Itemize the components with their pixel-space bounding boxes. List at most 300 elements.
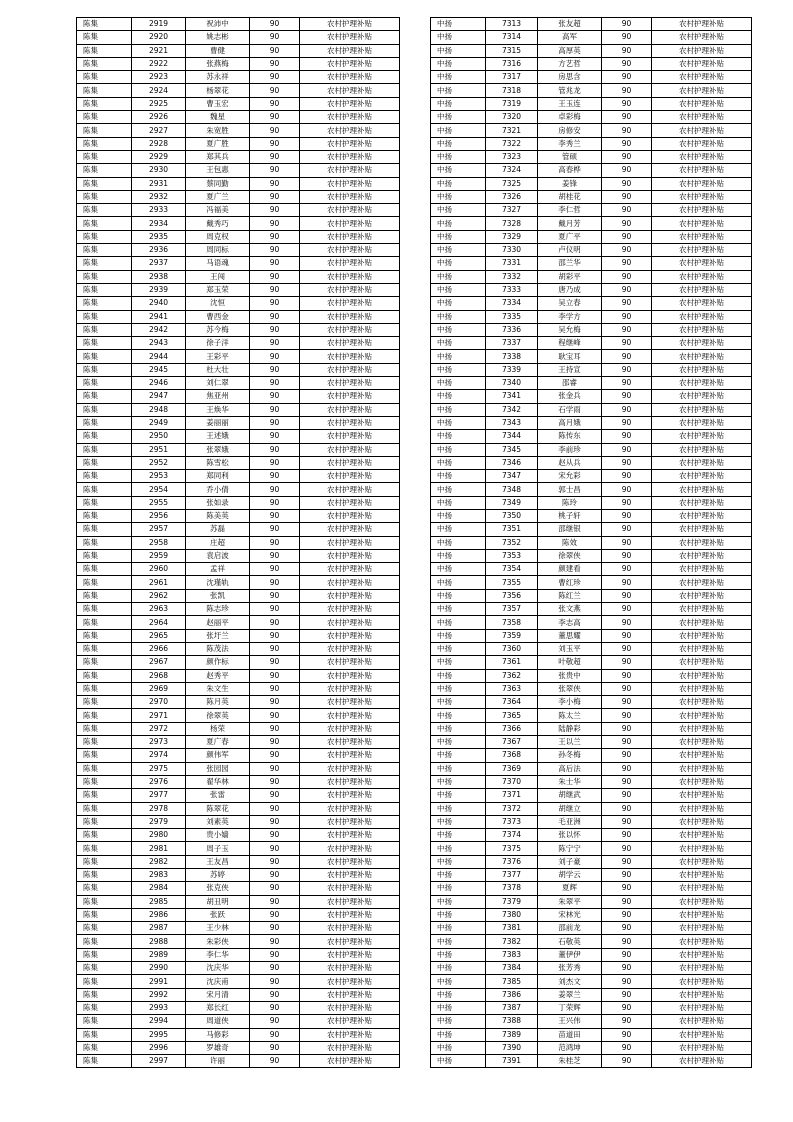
- subsidy-type-cell: 农村护理补贴: [300, 310, 400, 323]
- town-cell: 陈集: [77, 815, 132, 828]
- amount-cell: 90: [602, 97, 652, 110]
- town-cell: 陈集: [77, 616, 132, 629]
- subsidy-type-cell: 农村护理补贴: [652, 922, 752, 935]
- table-row: [77, 1028, 400, 1041]
- name-cell: 张克侠: [186, 882, 250, 895]
- table-row: [431, 84, 752, 97]
- town-cell: 中扬: [431, 443, 486, 456]
- table-row: [431, 975, 752, 988]
- subsidy-type-cell: 农村护理补贴: [300, 44, 400, 57]
- amount-cell: 90: [602, 270, 652, 283]
- name-cell: 杨翠花: [186, 84, 250, 97]
- subsidy-type-cell: 农村护理补贴: [652, 283, 752, 296]
- subsidy-type-cell: 农村护理补贴: [300, 124, 400, 137]
- number-cell: 7359: [486, 629, 538, 642]
- amount-cell: 90: [250, 403, 300, 416]
- name-cell: 陈效: [538, 536, 602, 549]
- subsidy-type-cell: 农村护理补贴: [300, 696, 400, 709]
- table-row: [77, 802, 400, 815]
- amount-cell: 90: [250, 164, 300, 177]
- town-cell: 中扬: [431, 563, 486, 576]
- table-row: [77, 669, 400, 682]
- number-cell: 2936: [132, 244, 186, 257]
- table-row: [77, 523, 400, 536]
- town-cell: 中扬: [431, 736, 486, 749]
- town-cell: 陈集: [77, 682, 132, 695]
- table-row: [431, 948, 752, 961]
- number-cell: 7352: [486, 536, 538, 549]
- subsidy-type-cell: 农村护理补贴: [652, 616, 752, 629]
- subsidy-type-cell: 农村护理补贴: [300, 669, 400, 682]
- name-cell: 陈玲: [538, 496, 602, 509]
- number-cell: 2955: [132, 496, 186, 509]
- table-row: [431, 789, 752, 802]
- town-cell: 中扬: [431, 549, 486, 562]
- town-cell: 陈集: [77, 456, 132, 469]
- number-cell: 7345: [486, 443, 538, 456]
- name-cell: 张跃: [186, 908, 250, 921]
- subsidy-type-cell: 农村护理补贴: [300, 84, 400, 97]
- town-cell: 中扬: [431, 310, 486, 323]
- amount-cell: 90: [602, 416, 652, 429]
- name-cell: 卢仪明: [538, 244, 602, 257]
- amount-cell: 90: [602, 616, 652, 629]
- town-cell: 陈集: [77, 416, 132, 429]
- table-row: [77, 230, 400, 243]
- number-cell: 7367: [486, 736, 538, 749]
- amount-cell: 90: [250, 642, 300, 655]
- subsidy-type-cell: 农村护理补贴: [652, 403, 752, 416]
- amount-cell: 90: [250, 736, 300, 749]
- amount-cell: 90: [250, 283, 300, 296]
- subsidy-type-cell: 农村护理补贴: [652, 656, 752, 669]
- name-cell: 翟华林: [186, 775, 250, 788]
- number-cell: 2978: [132, 802, 186, 815]
- amount-cell: 90: [250, 297, 300, 310]
- number-cell: 2945: [132, 363, 186, 376]
- table-row: [77, 509, 400, 522]
- number-cell: 2942: [132, 323, 186, 336]
- name-cell: 邵前龙: [538, 922, 602, 935]
- amount-cell: 90: [602, 722, 652, 735]
- subsidy-type-cell: 农村护理补贴: [652, 204, 752, 217]
- table-row: [77, 97, 400, 110]
- subsidy-type-cell: 农村护理补贴: [652, 842, 752, 855]
- number-cell: 7340: [486, 377, 538, 390]
- subsidy-type-cell: 农村护理补贴: [300, 443, 400, 456]
- table-row: [77, 736, 400, 749]
- table-row: [77, 948, 400, 961]
- subsidy-type-cell: 农村护理补贴: [652, 190, 752, 203]
- table-row: [77, 762, 400, 775]
- amount-cell: 90: [250, 975, 300, 988]
- subsidy-type-cell: 农村护理补贴: [652, 84, 752, 97]
- town-cell: 陈集: [77, 656, 132, 669]
- table-row: [431, 244, 752, 257]
- town-cell: 陈集: [77, 1041, 132, 1054]
- table-row: [77, 775, 400, 788]
- subsidy-type-cell: 农村护理补贴: [300, 31, 400, 44]
- town-cell: 陈集: [77, 789, 132, 802]
- amount-cell: 90: [602, 882, 652, 895]
- table-row: [77, 244, 400, 257]
- table-row: [77, 869, 400, 882]
- subsidy-type-cell: 农村护理补贴: [652, 1015, 752, 1028]
- town-cell: 中扬: [431, 124, 486, 137]
- number-cell: 7330: [486, 244, 538, 257]
- table-row: [431, 589, 752, 602]
- subsidy-type-cell: 农村护理补贴: [300, 922, 400, 935]
- subsidy-type-cell: 农村护理补贴: [300, 297, 400, 310]
- number-cell: 2974: [132, 749, 186, 762]
- table-row: [431, 124, 752, 137]
- number-cell: 7389: [486, 1028, 538, 1041]
- amount-cell: 90: [250, 124, 300, 137]
- town-cell: 陈集: [77, 775, 132, 788]
- town-cell: 陈集: [77, 297, 132, 310]
- name-cell: 张圩兰: [186, 629, 250, 642]
- amount-cell: 90: [250, 696, 300, 709]
- number-cell: 2996: [132, 1041, 186, 1054]
- subsidy-type-cell: 农村护理补贴: [300, 1001, 400, 1014]
- number-cell: 7385: [486, 975, 538, 988]
- subsidy-type-cell: 农村护理补贴: [300, 722, 400, 735]
- town-cell: 中扬: [431, 403, 486, 416]
- subsidy-type-cell: 农村护理补贴: [300, 150, 400, 163]
- name-cell: 丁荣辉: [538, 1001, 602, 1014]
- town-cell: 中扬: [431, 536, 486, 549]
- amount-cell: 90: [602, 922, 652, 935]
- subsidy-type-cell: 农村护理补贴: [300, 97, 400, 110]
- town-cell: 中扬: [431, 283, 486, 296]
- table-row: [77, 310, 400, 323]
- subsidy-type-cell: 农村护理补贴: [652, 962, 752, 975]
- number-cell: 7322: [486, 137, 538, 150]
- town-cell: 陈集: [77, 403, 132, 416]
- town-cell: 中扬: [431, 496, 486, 509]
- amount-cell: 90: [250, 576, 300, 589]
- amount-cell: 90: [602, 124, 652, 137]
- amount-cell: 90: [250, 57, 300, 70]
- name-cell: 魏星: [186, 111, 250, 124]
- subsidy-type-cell: 农村护理补贴: [300, 390, 400, 403]
- subsidy-type-cell: 农村护理补贴: [652, 323, 752, 336]
- subsidy-type-cell: 农村护理补贴: [300, 509, 400, 522]
- name-cell: 张园园: [186, 762, 250, 775]
- name-cell: 郑其兵: [186, 150, 250, 163]
- name-cell: 王焕华: [186, 403, 250, 416]
- subsidy-type-cell: 农村护理补贴: [652, 709, 752, 722]
- number-cell: 7379: [486, 895, 538, 908]
- number-cell: 7336: [486, 323, 538, 336]
- table-row: [431, 57, 752, 70]
- subsidy-type-cell: 农村护理补贴: [652, 443, 752, 456]
- number-cell: 2984: [132, 882, 186, 895]
- amount-cell: 90: [250, 682, 300, 695]
- town-cell: 陈集: [77, 323, 132, 336]
- name-cell: 朱士华: [538, 775, 602, 788]
- subsidy-type-cell: 农村护理补贴: [652, 855, 752, 868]
- table-row: [431, 829, 752, 842]
- town-cell: 中扬: [431, 164, 486, 177]
- subsidy-type-cell: 农村护理补贴: [300, 403, 400, 416]
- number-cell: 7368: [486, 749, 538, 762]
- subsidy-type-cell: 农村护理补贴: [652, 869, 752, 882]
- number-cell: 2957: [132, 523, 186, 536]
- name-cell: 朱文生: [186, 682, 250, 695]
- town-cell: 中扬: [431, 177, 486, 190]
- subsidy-type-cell: 农村护理补贴: [300, 908, 400, 921]
- table-row: [431, 536, 752, 549]
- number-cell: 2965: [132, 629, 186, 642]
- subsidy-type-cell: 农村护理补贴: [652, 629, 752, 642]
- name-cell: 桃子轩: [538, 509, 602, 522]
- name-cell: 徐翠英: [186, 709, 250, 722]
- subsidy-type-cell: 农村护理补贴: [652, 1055, 752, 1068]
- table-row: [77, 1041, 400, 1054]
- amount-cell: 90: [602, 31, 652, 44]
- name-cell: 李小梅: [538, 696, 602, 709]
- number-cell: 2949: [132, 416, 186, 429]
- name-cell: 朱彩侠: [186, 935, 250, 948]
- amount-cell: 90: [250, 629, 300, 642]
- amount-cell: 90: [602, 230, 652, 243]
- amount-cell: 90: [602, 775, 652, 788]
- table-row: [77, 323, 400, 336]
- subsidy-type-cell: 农村护理补贴: [300, 470, 400, 483]
- table-row: [431, 204, 752, 217]
- town-cell: 陈集: [77, 97, 132, 110]
- table-row: [77, 1055, 400, 1068]
- amount-cell: 90: [250, 922, 300, 935]
- subsidy-type-cell: 农村护理补贴: [652, 177, 752, 190]
- amount-cell: 90: [602, 1001, 652, 1014]
- number-cell: 7354: [486, 563, 538, 576]
- subsidy-type-cell: 农村护理补贴: [300, 257, 400, 270]
- number-cell: 7365: [486, 709, 538, 722]
- amount-cell: 90: [602, 443, 652, 456]
- town-cell: 陈集: [77, 257, 132, 270]
- number-cell: 2980: [132, 829, 186, 842]
- name-cell: 李前珍: [538, 443, 602, 456]
- town-cell: 中扬: [431, 204, 486, 217]
- amount-cell: 90: [250, 1055, 300, 1068]
- number-cell: 2960: [132, 563, 186, 576]
- subsidy-type-cell: 农村护理补贴: [300, 603, 400, 616]
- name-cell: 陈月英: [186, 696, 250, 709]
- table-row: [77, 975, 400, 988]
- town-cell: 中扬: [431, 882, 486, 895]
- number-cell: 2975: [132, 762, 186, 775]
- number-cell: 2970: [132, 696, 186, 709]
- subsidy-type-cell: 农村护理补贴: [652, 589, 752, 602]
- town-cell: 陈集: [77, 696, 132, 709]
- number-cell: 2939: [132, 283, 186, 296]
- town-cell: 陈集: [77, 164, 132, 177]
- number-cell: 2969: [132, 682, 186, 695]
- number-cell: 7326: [486, 190, 538, 203]
- town-cell: 中扬: [431, 988, 486, 1001]
- amount-cell: 90: [602, 44, 652, 57]
- number-cell: 2926: [132, 111, 186, 124]
- name-cell: 罗雄奇: [186, 1041, 250, 1054]
- amount-cell: 90: [250, 363, 300, 376]
- subsidy-type-cell: 农村护理补贴: [652, 483, 752, 496]
- subsidy-type-cell: 农村护理补贴: [652, 97, 752, 110]
- town-cell: 陈集: [77, 1028, 132, 1041]
- number-cell: 7364: [486, 696, 538, 709]
- table-row: [77, 217, 400, 230]
- amount-cell: 90: [250, 430, 300, 443]
- town-cell: 陈集: [77, 111, 132, 124]
- table-row: [77, 363, 400, 376]
- table-row: [77, 124, 400, 137]
- subsidy-type-cell: 农村护理补贴: [300, 523, 400, 536]
- table-row: [431, 629, 752, 642]
- number-cell: 7349: [486, 496, 538, 509]
- subsidy-type-cell: 农村护理补贴: [652, 377, 752, 390]
- town-cell: 陈集: [77, 869, 132, 882]
- table-row: [431, 1015, 752, 1028]
- subsidy-type-cell: 农村护理补贴: [300, 57, 400, 70]
- subsidy-type-cell: 农村护理补贴: [300, 456, 400, 469]
- amount-cell: 90: [602, 137, 652, 150]
- town-cell: 陈集: [77, 350, 132, 363]
- name-cell: 高月娥: [538, 416, 602, 429]
- amount-cell: 90: [602, 829, 652, 842]
- town-cell: 中扬: [431, 244, 486, 257]
- number-cell: 2992: [132, 988, 186, 1001]
- number-cell: 2948: [132, 403, 186, 416]
- amount-cell: 90: [250, 416, 300, 429]
- right-roster-body: [431, 18, 752, 1068]
- subsidy-type-cell: 农村护理补贴: [300, 829, 400, 842]
- name-cell: 夏广胜: [186, 137, 250, 150]
- subsidy-type-cell: 农村护理补贴: [652, 18, 752, 31]
- table-row: [431, 363, 752, 376]
- table-row: [77, 44, 400, 57]
- number-cell: 7371: [486, 789, 538, 802]
- amount-cell: 90: [602, 603, 652, 616]
- number-cell: 2931: [132, 177, 186, 190]
- subsidy-type-cell: 农村护理补贴: [300, 576, 400, 589]
- table-row: [431, 190, 752, 203]
- subsidy-type-cell: 农村护理补贴: [300, 1028, 400, 1041]
- number-cell: 2946: [132, 377, 186, 390]
- table-row: [77, 470, 400, 483]
- amount-cell: 90: [250, 829, 300, 842]
- number-cell: 2927: [132, 124, 186, 137]
- subsidy-type-cell: 农村护理补贴: [652, 749, 752, 762]
- town-cell: 中扬: [431, 18, 486, 31]
- subsidy-type-cell: 农村护理补贴: [300, 988, 400, 1001]
- table-row: [77, 71, 400, 84]
- town-cell: 中扬: [431, 111, 486, 124]
- table-row: [77, 137, 400, 150]
- town-cell: 中扬: [431, 337, 486, 350]
- name-cell: 高厚英: [538, 44, 602, 57]
- name-cell: 朱翠平: [538, 895, 602, 908]
- number-cell: 7361: [486, 656, 538, 669]
- amount-cell: 90: [250, 257, 300, 270]
- town-cell: 陈集: [77, 589, 132, 602]
- number-cell: 2976: [132, 775, 186, 788]
- town-cell: 中扬: [431, 576, 486, 589]
- subsidy-type-cell: 农村护理补贴: [652, 150, 752, 163]
- table-row: [431, 616, 752, 629]
- amount-cell: 90: [250, 789, 300, 802]
- table-row: [431, 736, 752, 749]
- town-cell: 陈集: [77, 470, 132, 483]
- name-cell: 石学雨: [538, 403, 602, 416]
- table-row: [77, 549, 400, 562]
- name-cell: 冯福美: [186, 204, 250, 217]
- name-cell: 王友昌: [186, 855, 250, 868]
- name-cell: 张友超: [538, 18, 602, 31]
- town-cell: 中扬: [431, 230, 486, 243]
- number-cell: 7316: [486, 57, 538, 70]
- amount-cell: 90: [250, 137, 300, 150]
- subsidy-type-cell: 农村护理补贴: [652, 44, 752, 57]
- number-cell: 2929: [132, 150, 186, 163]
- town-cell: 中扬: [431, 509, 486, 522]
- name-cell: 徐子洋: [186, 337, 250, 350]
- number-cell: 2951: [132, 443, 186, 456]
- subsidy-type-cell: 农村护理补贴: [652, 576, 752, 589]
- left-roster-body: [77, 18, 400, 1068]
- number-cell: 2979: [132, 815, 186, 828]
- town-cell: 中扬: [431, 922, 486, 935]
- number-cell: 7381: [486, 922, 538, 935]
- subsidy-type-cell: 农村护理补贴: [652, 789, 752, 802]
- number-cell: 7386: [486, 988, 538, 1001]
- name-cell: 苏今梅: [186, 323, 250, 336]
- amount-cell: 90: [602, 908, 652, 921]
- name-cell: 沈庆甫: [186, 975, 250, 988]
- subsidy-type-cell: 农村护理补贴: [300, 416, 400, 429]
- subsidy-type-cell: 农村护理补贴: [652, 390, 752, 403]
- table-row: [431, 696, 752, 709]
- name-cell: 管硕: [538, 150, 602, 163]
- amount-cell: 90: [250, 111, 300, 124]
- town-cell: 陈集: [77, 895, 132, 908]
- subsidy-type-cell: 农村护理补贴: [300, 549, 400, 562]
- amount-cell: 90: [250, 988, 300, 1001]
- table-row: [431, 775, 752, 788]
- name-cell: 曹西金: [186, 310, 250, 323]
- name-cell: 邵继银: [538, 523, 602, 536]
- number-cell: 2977: [132, 789, 186, 802]
- town-cell: 中扬: [431, 470, 486, 483]
- number-cell: 2968: [132, 669, 186, 682]
- table-row: [431, 855, 752, 868]
- amount-cell: 90: [602, 257, 652, 270]
- number-cell: 7372: [486, 802, 538, 815]
- amount-cell: 90: [602, 576, 652, 589]
- name-cell: 刘仁翠: [186, 377, 250, 390]
- subsidy-type-cell: 农村护理补贴: [300, 377, 400, 390]
- name-cell: 高春桦: [538, 164, 602, 177]
- table-row: [431, 430, 752, 443]
- name-cell: 张芳秀: [538, 962, 602, 975]
- amount-cell: 90: [250, 656, 300, 669]
- name-cell: 管兆龙: [538, 84, 602, 97]
- town-cell: 中扬: [431, 377, 486, 390]
- table-row: [77, 177, 400, 190]
- name-cell: 石敬英: [538, 935, 602, 948]
- subsidy-type-cell: 农村护理补贴: [300, 1015, 400, 1028]
- subsidy-type-cell: 农村护理补贴: [300, 895, 400, 908]
